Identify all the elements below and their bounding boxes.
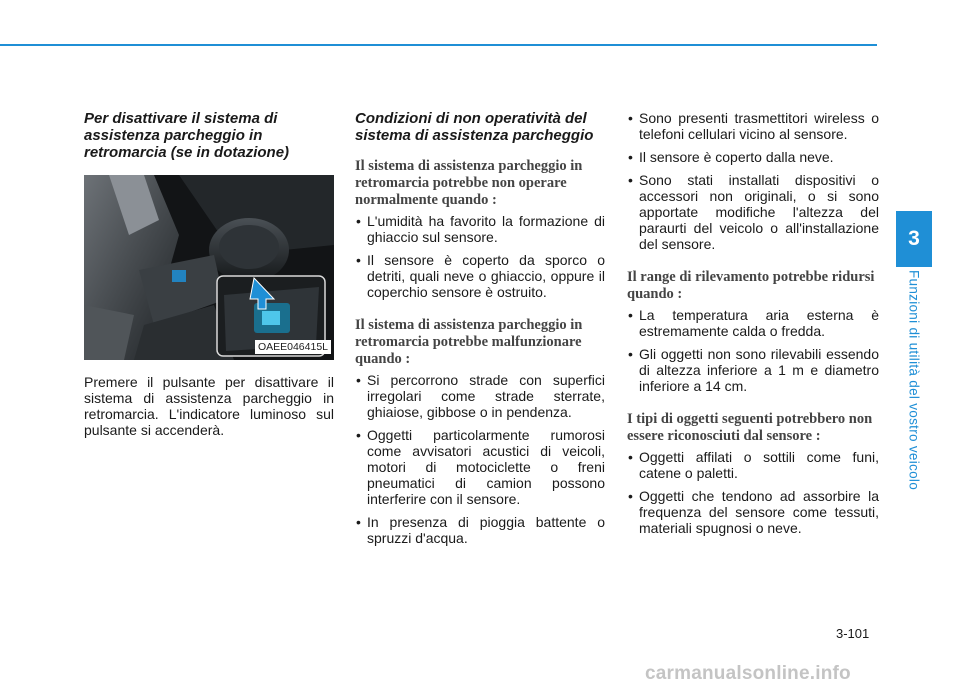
list-may-malfunction (355, 372, 605, 546)
list-item: • L'umidità ha favorito la formazione di ghiaccio sul sensore. (355, 213, 605, 245)
page-number: 3-101 (836, 626, 870, 641)
list-may-not-operate (355, 213, 605, 300)
chapter-number: 3 (908, 227, 920, 250)
list-item: • La temperatura aria esterna è estremamente calda o fredda. (627, 307, 879, 339)
list-item: • Oggetti affilati o sottili come funi, catene o paletti. (627, 449, 879, 481)
list-item: • Sono presenti trasmettitori wireless o telefoni cellulari vicino al sensore. (627, 110, 879, 142)
subheading-may-malfunction: Il sistema di assistenza parcheggio in retromarcia potrebbe malfunzionare quando : (355, 317, 583, 367)
subheading-may-not-operate: Il sistema di assistenza parcheggio in retromarcia potrebbe non operare normalmente quando : (355, 158, 583, 208)
list-item: • Si percorrono strade con superfici irregolari come strade sterrate, ghiaiose, gibbose o in pendenza. (355, 372, 605, 420)
list-item: • Il sensore è coperto dalla neve. (627, 149, 879, 165)
section-heading-disable-parking-assist: Per disattivare il sistema di assistenza parcheggio in retromarcia (se in dotazione) (84, 110, 290, 161)
section-heading-non-operation: Condizioni di non operatività del sistema di assistenza parcheggio (355, 110, 594, 144)
list-item: • Il sensore è coperto da sporco o detriti, quali neve o ghiaccio, oppure il coperchio sensore è ostruito. (355, 252, 605, 300)
column-3 (627, 110, 879, 543)
list-unrecognized-objects (627, 449, 879, 536)
list-malfunction-continued (627, 110, 879, 252)
list-item: • Oggetti particolarmente rumorosi come avvisatori acustici di veicoli, motori di motociclette o freni pneumatici di camion possono interferire con il sensore. (355, 427, 605, 507)
list-item: • Oggetti che tendono ad assorbire la frequenza del sensore come tessuti, materiali spugnosi o neve. (627, 488, 879, 536)
list-item: • Gli oggetti non sono rilevabili essendo di altezza inferiore a 1 m e diametro inferiore a 14 cm. (627, 346, 879, 394)
chapter-title: Funzioni di utilità del vostro veicolo (906, 269, 922, 491)
watermark: carmanualsonline.info (645, 663, 851, 684)
image-caption: OAEE046415L (255, 340, 331, 354)
column-2 (355, 110, 605, 553)
instruction-paragraph: Premere il pulsante per disattivare il sistema di assistenza parcheggio in retromarcia. L'indicatore luminoso sul pulsante si accenderà. (84, 374, 334, 438)
subheading-detection-range: Il range di rilevamento potrebbe ridursi quando : (627, 269, 875, 302)
subheading-unrecognized-objects: I tipi di oggetti seguenti potrebbero non essere riconosciuti dal sensore : (627, 411, 873, 444)
header-rule (0, 44, 877, 46)
chapter-tab (896, 211, 932, 267)
list-detection-range (627, 307, 879, 394)
column-1 (84, 110, 334, 438)
console-illustration (84, 175, 334, 360)
list-item: • Sono stati installati dispositivi o accessori non originali, o si sono apportate modifiche l'altezza del paraurti del veicolo o all'installazione del sensore. (627, 172, 879, 252)
list-item: • In presenza di pioggia battente o spruzzi d'acqua. (355, 514, 605, 546)
parking-assist-button-photo (84, 175, 334, 360)
